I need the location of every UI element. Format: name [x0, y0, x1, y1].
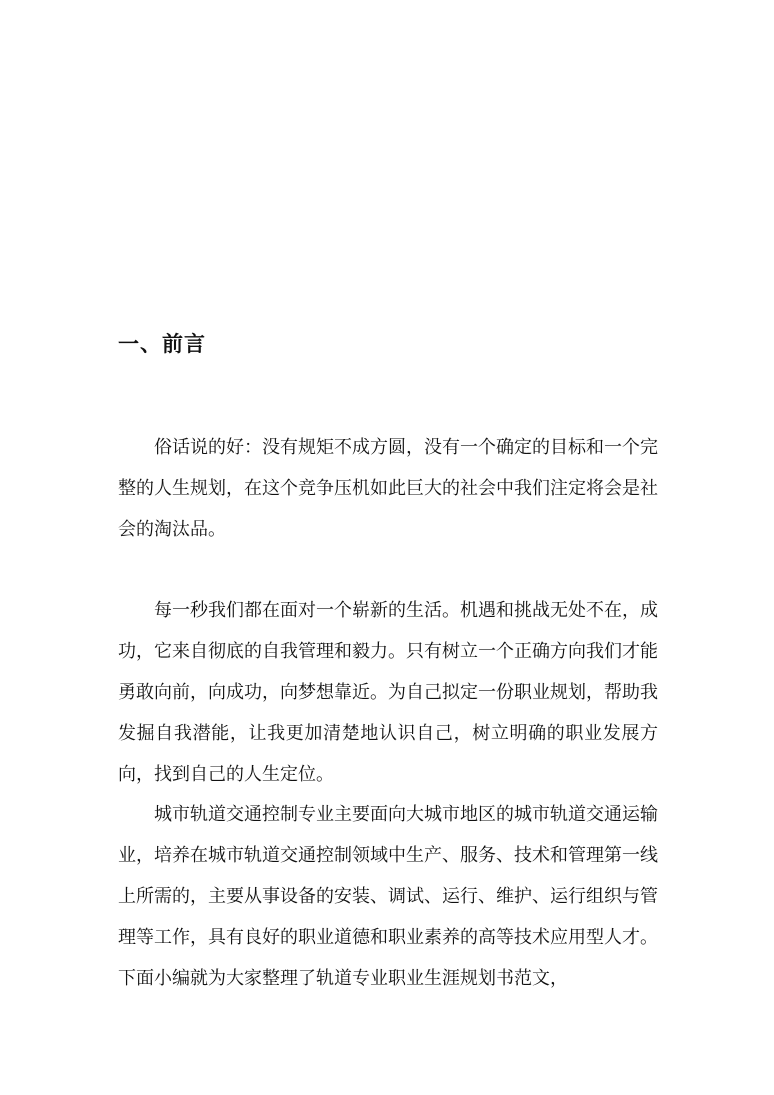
paragraph-1: 俗话说的好：没有规矩不成方圆，没有一个确定的目标和一个完整的人生规划，在这个竞争压机如此巨大的社会中我们注定将会是社会的淘汰品。	[118, 437, 658, 540]
section-heading: 一、前言	[118, 331, 206, 356]
paragraph-3: 城市轨道交通控制专业主要面向大城市地区的城市轨道交通运输业，培养在城市轨道交通控制领域中生产、服务、技术和管理第一线上所需的，主要从事设备的安装、调试、运行、维护、运行组织与管理等工作，具有良好的职业道德和职业素养的高等技术应用型人才。下面小编就为大家整理了轨道专业职业生涯规划书范文，	[118, 804, 658, 989]
paragraph-2: 每一秒我们都在面对一个崭新的生活。机遇和挑战无处不在，成功，它来自彻底的自我管理和毅力。只有树立一个正确方向我们才能勇敢向前，向成功，向梦想靠近。为自己拟定一份职业规划，帮助我发掘自我潜能，让我更加清楚地认识自己，树立明确的职业发展方向，找到自己的人生定位。	[118, 600, 658, 785]
